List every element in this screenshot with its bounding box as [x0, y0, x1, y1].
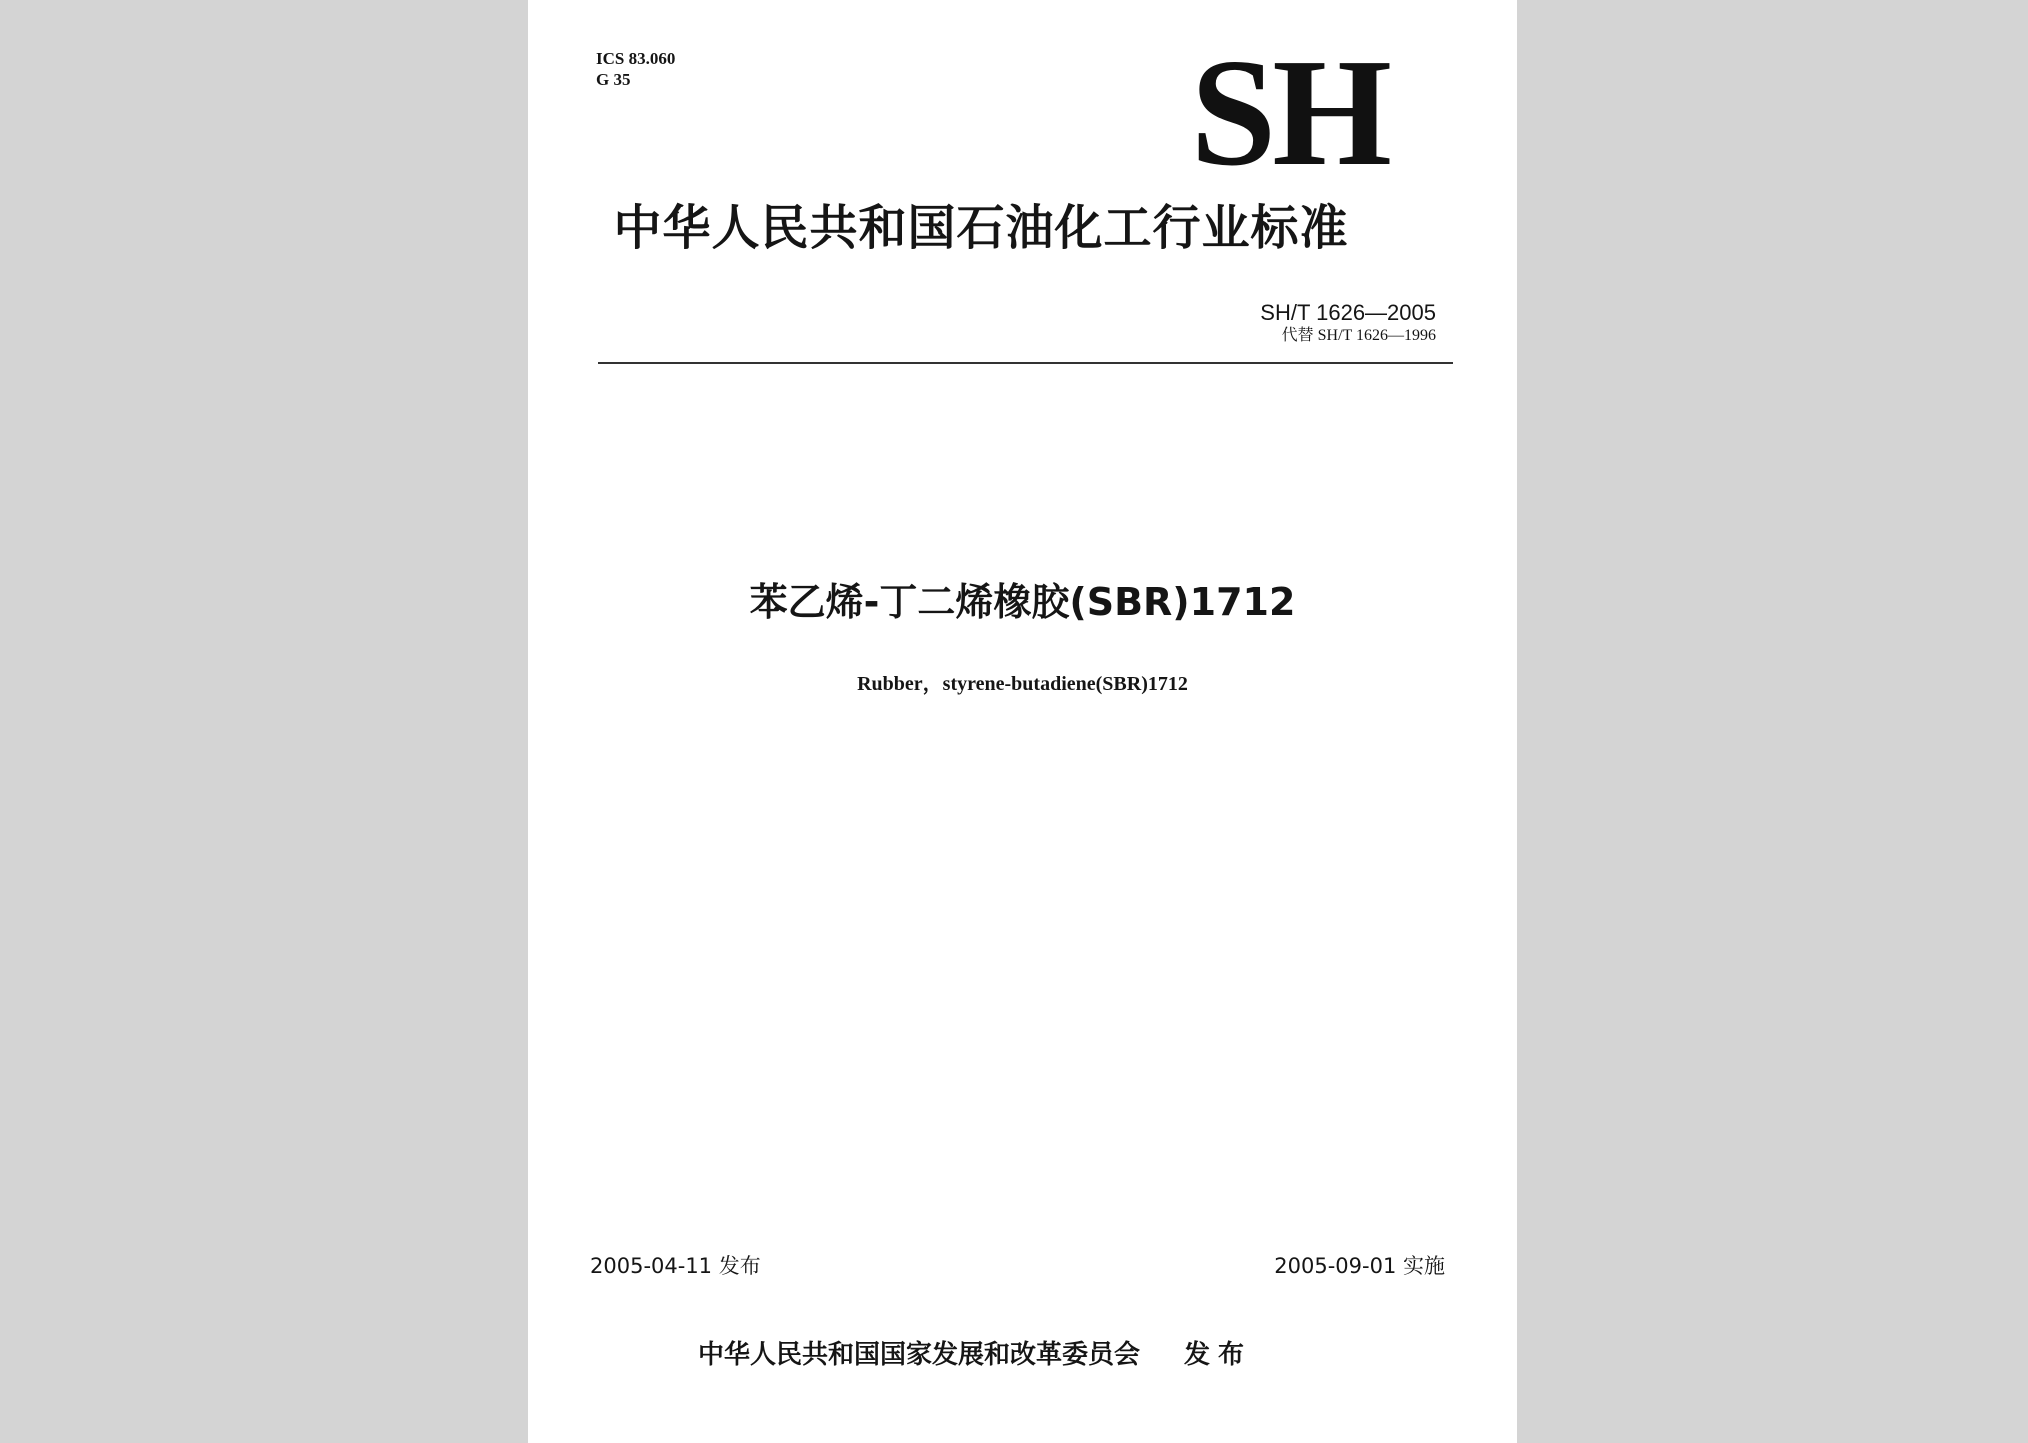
replaces-note: 代替 SH/T 1626—1996	[1281, 327, 1436, 344]
document-title-chinese: 苯乙烯-丁二烯橡胶(SBR)1712	[749, 580, 1296, 624]
issue-date: 2005-04-11	[590, 1254, 713, 1278]
issue-label: 发布	[718, 1254, 761, 1278]
document-page	[528, 0, 1517, 1443]
standard-code-block	[528, 300, 1436, 346]
ccs-code: G 35	[596, 70, 631, 89]
effective-date-line	[528, 1251, 1445, 1281]
effective-label: 实施	[1403, 1254, 1445, 1278]
sh-logo: SH	[1190, 28, 1388, 198]
publisher-name: 中华人民共和国国家发展和改革委员会	[698, 1340, 1141, 1370]
publisher-line	[698, 1337, 1252, 1373]
document-title-english: Rubber，styrene-butadiene(SBR)1712	[857, 673, 1188, 695]
standard-category-title: 中华人民共和国石油化工行业标准	[613, 200, 1349, 256]
effective-date: 2005-09-01	[1274, 1254, 1397, 1278]
header-divider	[598, 362, 1453, 364]
publisher-action: 发布	[1184, 1340, 1253, 1370]
ics-code: ICS 83.060	[596, 49, 676, 68]
standard-code: SH/T 1626—2005	[1260, 300, 1436, 325]
